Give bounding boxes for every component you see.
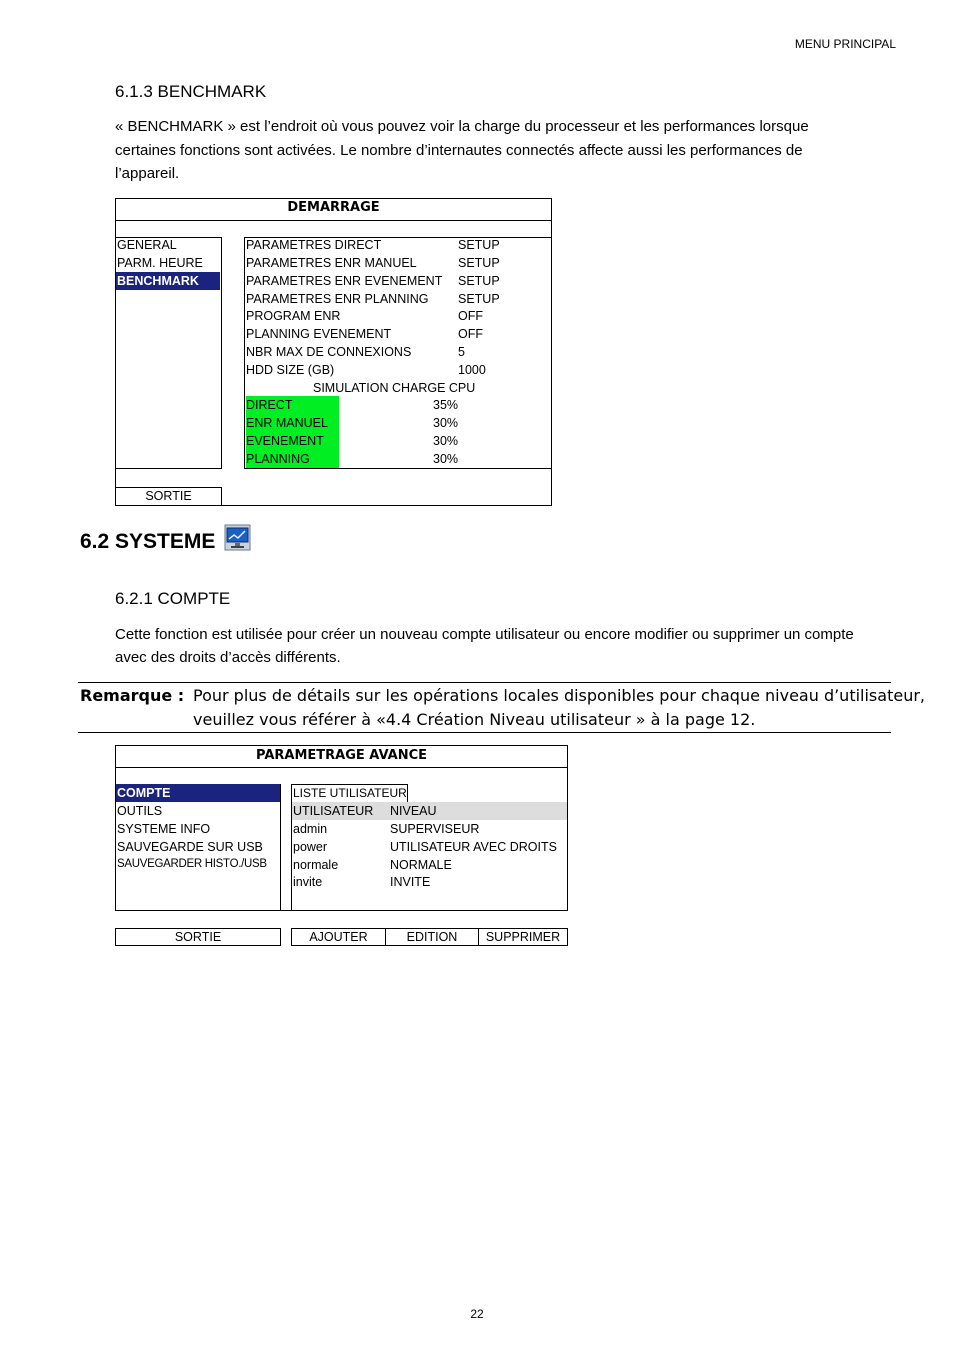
user-row-name[interactable]: invite (293, 875, 323, 889)
menu-item-general[interactable]: GENERAL (117, 238, 177, 252)
cpu-value: 30% (433, 416, 459, 430)
sortie-button[interactable]: SORTIE (115, 928, 281, 946)
setting-label: PROGRAM ENR (246, 309, 341, 323)
menu-item-outils[interactable]: OUTILS (117, 804, 163, 818)
sortie-button[interactable]: SORTIE (115, 487, 222, 506)
setting-label: PARAMETRES DIRECT (246, 238, 382, 252)
systeme-heading: 6.2 SYSTEME (80, 530, 216, 553)
setting-value-toggle[interactable]: OFF (458, 309, 483, 323)
menu-item-benchmark[interactable]: BENCHMARK (116, 272, 220, 290)
edition-button[interactable]: EDITION (385, 928, 479, 946)
cpu-label-planning: PLANNING (246, 450, 339, 468)
divider (115, 767, 568, 768)
menu-item-compte[interactable]: COMPTE (116, 784, 280, 802)
setting-value-toggle[interactable]: OFF (458, 327, 483, 341)
page-number: 22 (470, 1307, 484, 1321)
setting-label: HDD SIZE (GB) (246, 363, 335, 377)
col-header-user: UTILISATEUR (293, 804, 374, 818)
benchmark-heading: 6.1.3 BENCHMARK (115, 82, 267, 101)
note-line-1: Pour plus de détails sur les opérations locales disponibles pour chaque niveau d’utilisateur, (193, 686, 925, 705)
setting-value: 1000 (458, 363, 486, 377)
setting-value-button[interactable]: SETUP (458, 256, 500, 270)
menu-item-systeme-info[interactable]: SYSTEME INFO (117, 822, 211, 836)
benchmark-screen-title: DEMARRAGE (287, 200, 380, 215)
setting-value-select[interactable]: 5 (458, 345, 465, 359)
monitor-icon (224, 524, 251, 551)
user-row-name[interactable]: power (293, 840, 328, 854)
cpu-value: 35% (433, 398, 459, 412)
user-row-level[interactable]: UTILISATEUR AVEC DROITS (390, 840, 557, 854)
cpu-value: 30% (433, 434, 459, 448)
user-row-level[interactable]: SUPERVISEUR (390, 822, 480, 836)
benchmark-intro-line-3: l’appareil. (115, 165, 180, 182)
setting-label: PLANNING EVENEMENT (246, 327, 392, 341)
setting-label: NBR MAX DE CONNEXIONS (246, 345, 412, 359)
benchmark-intro-line-1: « BENCHMARK » est l’endroit où vous pouvez voir la charge du processeur et les performances lorsque (115, 118, 809, 135)
note-line-2: veuillez vous référer à «4.4 Création Niveau utilisateur » à la page 12. (193, 710, 756, 729)
compte-heading: 6.2.1 COMPTE (115, 589, 231, 608)
divider (115, 220, 552, 221)
running-header: MENU PRINCIPAL (794, 37, 896, 51)
tab-label: LISTE UTILISATEUR (293, 786, 407, 800)
user-row-name[interactable]: normale (293, 858, 339, 872)
note-label: Remarque : (80, 686, 185, 705)
compte-text-line-1: Cette fonction est utilisée pour créer un nouveau compte utilisateur ou encore modifier ou supprimer un compte (115, 626, 854, 643)
note-top-rule (78, 682, 891, 683)
cpu-value: 30% (433, 452, 459, 466)
cpu-label-evenement: EVENEMENT (246, 432, 339, 450)
menu-item-parm-heure[interactable]: PARM. HEURE (117, 256, 203, 270)
col-header-level: NIVEAU (390, 804, 437, 818)
cpu-simulation-title: SIMULATION CHARGE CPU (313, 381, 476, 395)
cpu-label-direct: DIRECT (246, 396, 339, 414)
menu-item-sauvegarder-histo[interactable]: SAUVEGARDER HISTO./USB (117, 858, 267, 870)
setting-label: PARAMETRES ENR EVENEMENT (246, 274, 443, 288)
ajouter-button[interactable]: AJOUTER (291, 928, 386, 946)
setting-value-button[interactable]: SETUP (458, 274, 500, 288)
benchmark-intro-line-2: certaines fonctions sont activées. Le nombre d’internautes connectés affecte aussi les performances de (115, 142, 803, 159)
note-bottom-rule (78, 732, 891, 733)
user-row-level[interactable]: NORMALE (390, 858, 452, 872)
compte-screen-title: PARAMETRAGE AVANCE (255, 748, 428, 763)
menu-item-sauvegarde-usb[interactable]: SAUVEGARDE SUR USB (117, 840, 263, 854)
user-row-name[interactable]: admin (293, 822, 328, 836)
setting-label: PARAMETRES ENR PLANNING (246, 292, 429, 306)
setting-value-button[interactable]: SETUP (458, 238, 500, 252)
cpu-label-enr-manuel: ENR MANUEL (246, 414, 339, 432)
user-row-level[interactable]: INVITE (390, 875, 431, 889)
setting-value-button[interactable]: SETUP (458, 292, 500, 306)
compte-text-line-2: avec des droits d’accès différents. (115, 649, 341, 666)
supprimer-button[interactable]: SUPPRIMER (478, 928, 568, 946)
setting-label: PARAMETRES ENR MANUEL (246, 256, 417, 270)
